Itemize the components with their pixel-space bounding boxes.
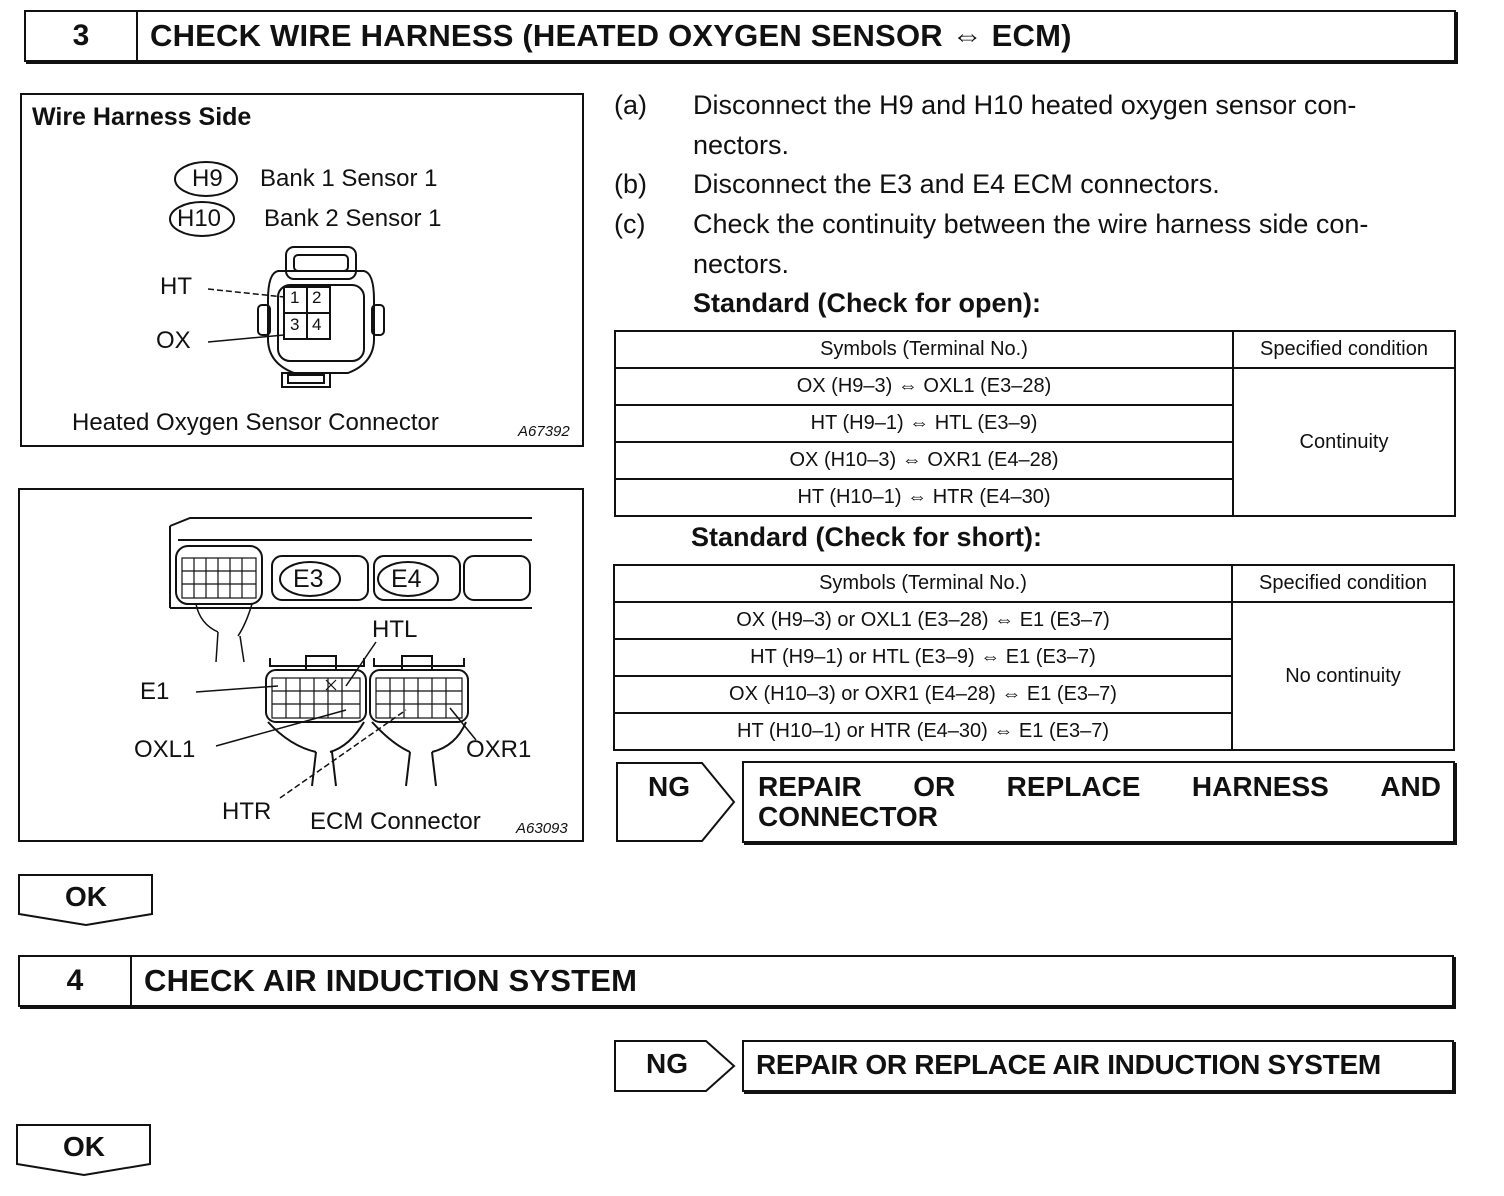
figure2-caption: ECM Connector (310, 808, 481, 835)
column-header-condition: Specified condition (1232, 565, 1454, 602)
symbol-cell: OX (H10–3) ⇔ OXR1 (E4–28) (615, 442, 1233, 479)
step-b-line-1: Disconnect the E3 and E4 ECM connectors. (693, 169, 1220, 199)
ng-result-line-2: CONNECTOR (758, 801, 938, 832)
pin-4: 4 (312, 315, 322, 334)
ht-label: HT (160, 273, 192, 300)
symbol-cell: OX (H9–3) ⇔ OXL1 (E3–28) (615, 368, 1233, 405)
e3-label: E3 (293, 565, 324, 593)
step-c-marker: (c) (614, 209, 646, 239)
symbol-cell: HT (H9–1) or HTL (E3–9) ⇔ E1 (E3–7) (614, 639, 1232, 676)
htl-label: HTL (372, 616, 418, 643)
step-4-number: 4 (20, 957, 132, 1005)
ok-label: OK (65, 881, 107, 912)
symbol-cell: HT (H10–1) ⇔ HTR (E4–30) (615, 479, 1233, 516)
condition-cell: No continuity (1232, 602, 1454, 750)
table-row (614, 602, 1454, 639)
step-a-line-1: Disconnect the H9 and H10 heated oxygen sensor con- (693, 90, 1357, 120)
h10-label: Bank 2 Sensor 1 (264, 205, 442, 232)
step-a-marker: (a) (614, 90, 647, 120)
pin-3: 3 (290, 315, 300, 334)
ok-label: OK (63, 1131, 105, 1162)
ng-word: OR (913, 771, 956, 802)
symbol-cell: HT (H9–1) ⇔ HTL (E3–9) (615, 405, 1233, 442)
step-3-header (24, 10, 1456, 62)
e3-plug (266, 656, 366, 786)
standard-open-table (614, 330, 1456, 517)
column-header-condition: Specified condition (1233, 331, 1455, 368)
htr-label: HTR (222, 798, 272, 825)
ng-tag-harness[interactable] (616, 762, 736, 842)
step-c-line-1: Check the continuity between the wire harness side con- (693, 209, 1369, 239)
step-b-marker: (b) (614, 169, 647, 199)
column-header-symbols: Symbols (Terminal No.) (615, 331, 1233, 368)
ng-word: AND (1380, 771, 1441, 802)
figure-caption: Heated Oxygen Sensor Connector (72, 409, 439, 436)
table-header-row (614, 565, 1454, 602)
table-row (615, 368, 1455, 405)
step-3-title: CHECK WIRE HARNESS (HEATED OXYGEN SENSOR ⇔ ECM) (150, 18, 1072, 53)
ng-result-line-1 (758, 771, 1441, 803)
ng-result-harness (742, 761, 1455, 843)
figure-heading: Wire Harness Side (32, 103, 252, 131)
step-a-line-2: nectors. (693, 130, 790, 160)
symbol-cell: HT (H10–1) or HTR (E4–30) ⇔ E1 (E3–7) (614, 713, 1232, 750)
ok-tag-step-3[interactable] (18, 874, 154, 926)
connector-diagram (22, 95, 582, 445)
figure-code: A67392 (518, 423, 570, 440)
ecm-diagram (20, 490, 582, 840)
pin-1: 1 (290, 288, 300, 307)
e4-label: E4 (391, 565, 422, 593)
heated-oxygen-sensor-figure (20, 93, 584, 447)
h9-code: H9 (192, 165, 223, 192)
e1-label: E1 (140, 678, 170, 705)
ng-result-text: REPAIR OR REPLACE AIR INDUCTION SYSTEM (756, 1049, 1381, 1080)
ecm-socket-grid (182, 558, 256, 598)
step-4-header (18, 955, 1454, 1007)
ng-tag-air-induction[interactable] (614, 1040, 736, 1092)
standard-open-title: Standard (Check for open): (693, 288, 1042, 318)
ng-result-air-induction (742, 1040, 1454, 1092)
figure2-code: A63093 (516, 820, 568, 837)
ng-label: NG (648, 771, 690, 802)
pin-2: 2 (312, 288, 322, 307)
ng-word: REPLACE (1006, 771, 1141, 802)
ox-label: OX (156, 327, 191, 354)
ng-label: NG (646, 1048, 688, 1079)
ok-tag-step-4[interactable] (16, 1124, 152, 1176)
step-4-title: CHECK AIR INDUCTION SYSTEM (144, 963, 638, 998)
ng-word: REPAIR (758, 771, 862, 802)
ecm-connector-figure (18, 488, 584, 842)
oxl1-label: OXL1 (134, 736, 196, 763)
step-3-number: 3 (26, 12, 138, 60)
standard-short-table (613, 564, 1455, 751)
symbol-cell: OX (H9–3) or OXL1 (E3–28) ⇔ E1 (E3–7) (614, 602, 1232, 639)
h10-code: H10 (177, 205, 222, 232)
standard-short-title: Standard (Check for short): (691, 522, 1043, 552)
oxr1-label: OXR1 (466, 736, 532, 763)
h9-label: Bank 1 Sensor 1 (260, 165, 438, 192)
ng-word: HARNESS (1191, 771, 1329, 802)
condition-cell: Continuity (1233, 368, 1455, 516)
symbol-cell: OX (H10–3) or OXR1 (E4–28) ⇔ E1 (E3–7) (614, 676, 1232, 713)
e4-plug (370, 656, 468, 786)
table-header-row (615, 331, 1455, 368)
step-c-line-2: nectors. (693, 249, 790, 279)
column-header-symbols: Symbols (Terminal No.) (614, 565, 1232, 602)
